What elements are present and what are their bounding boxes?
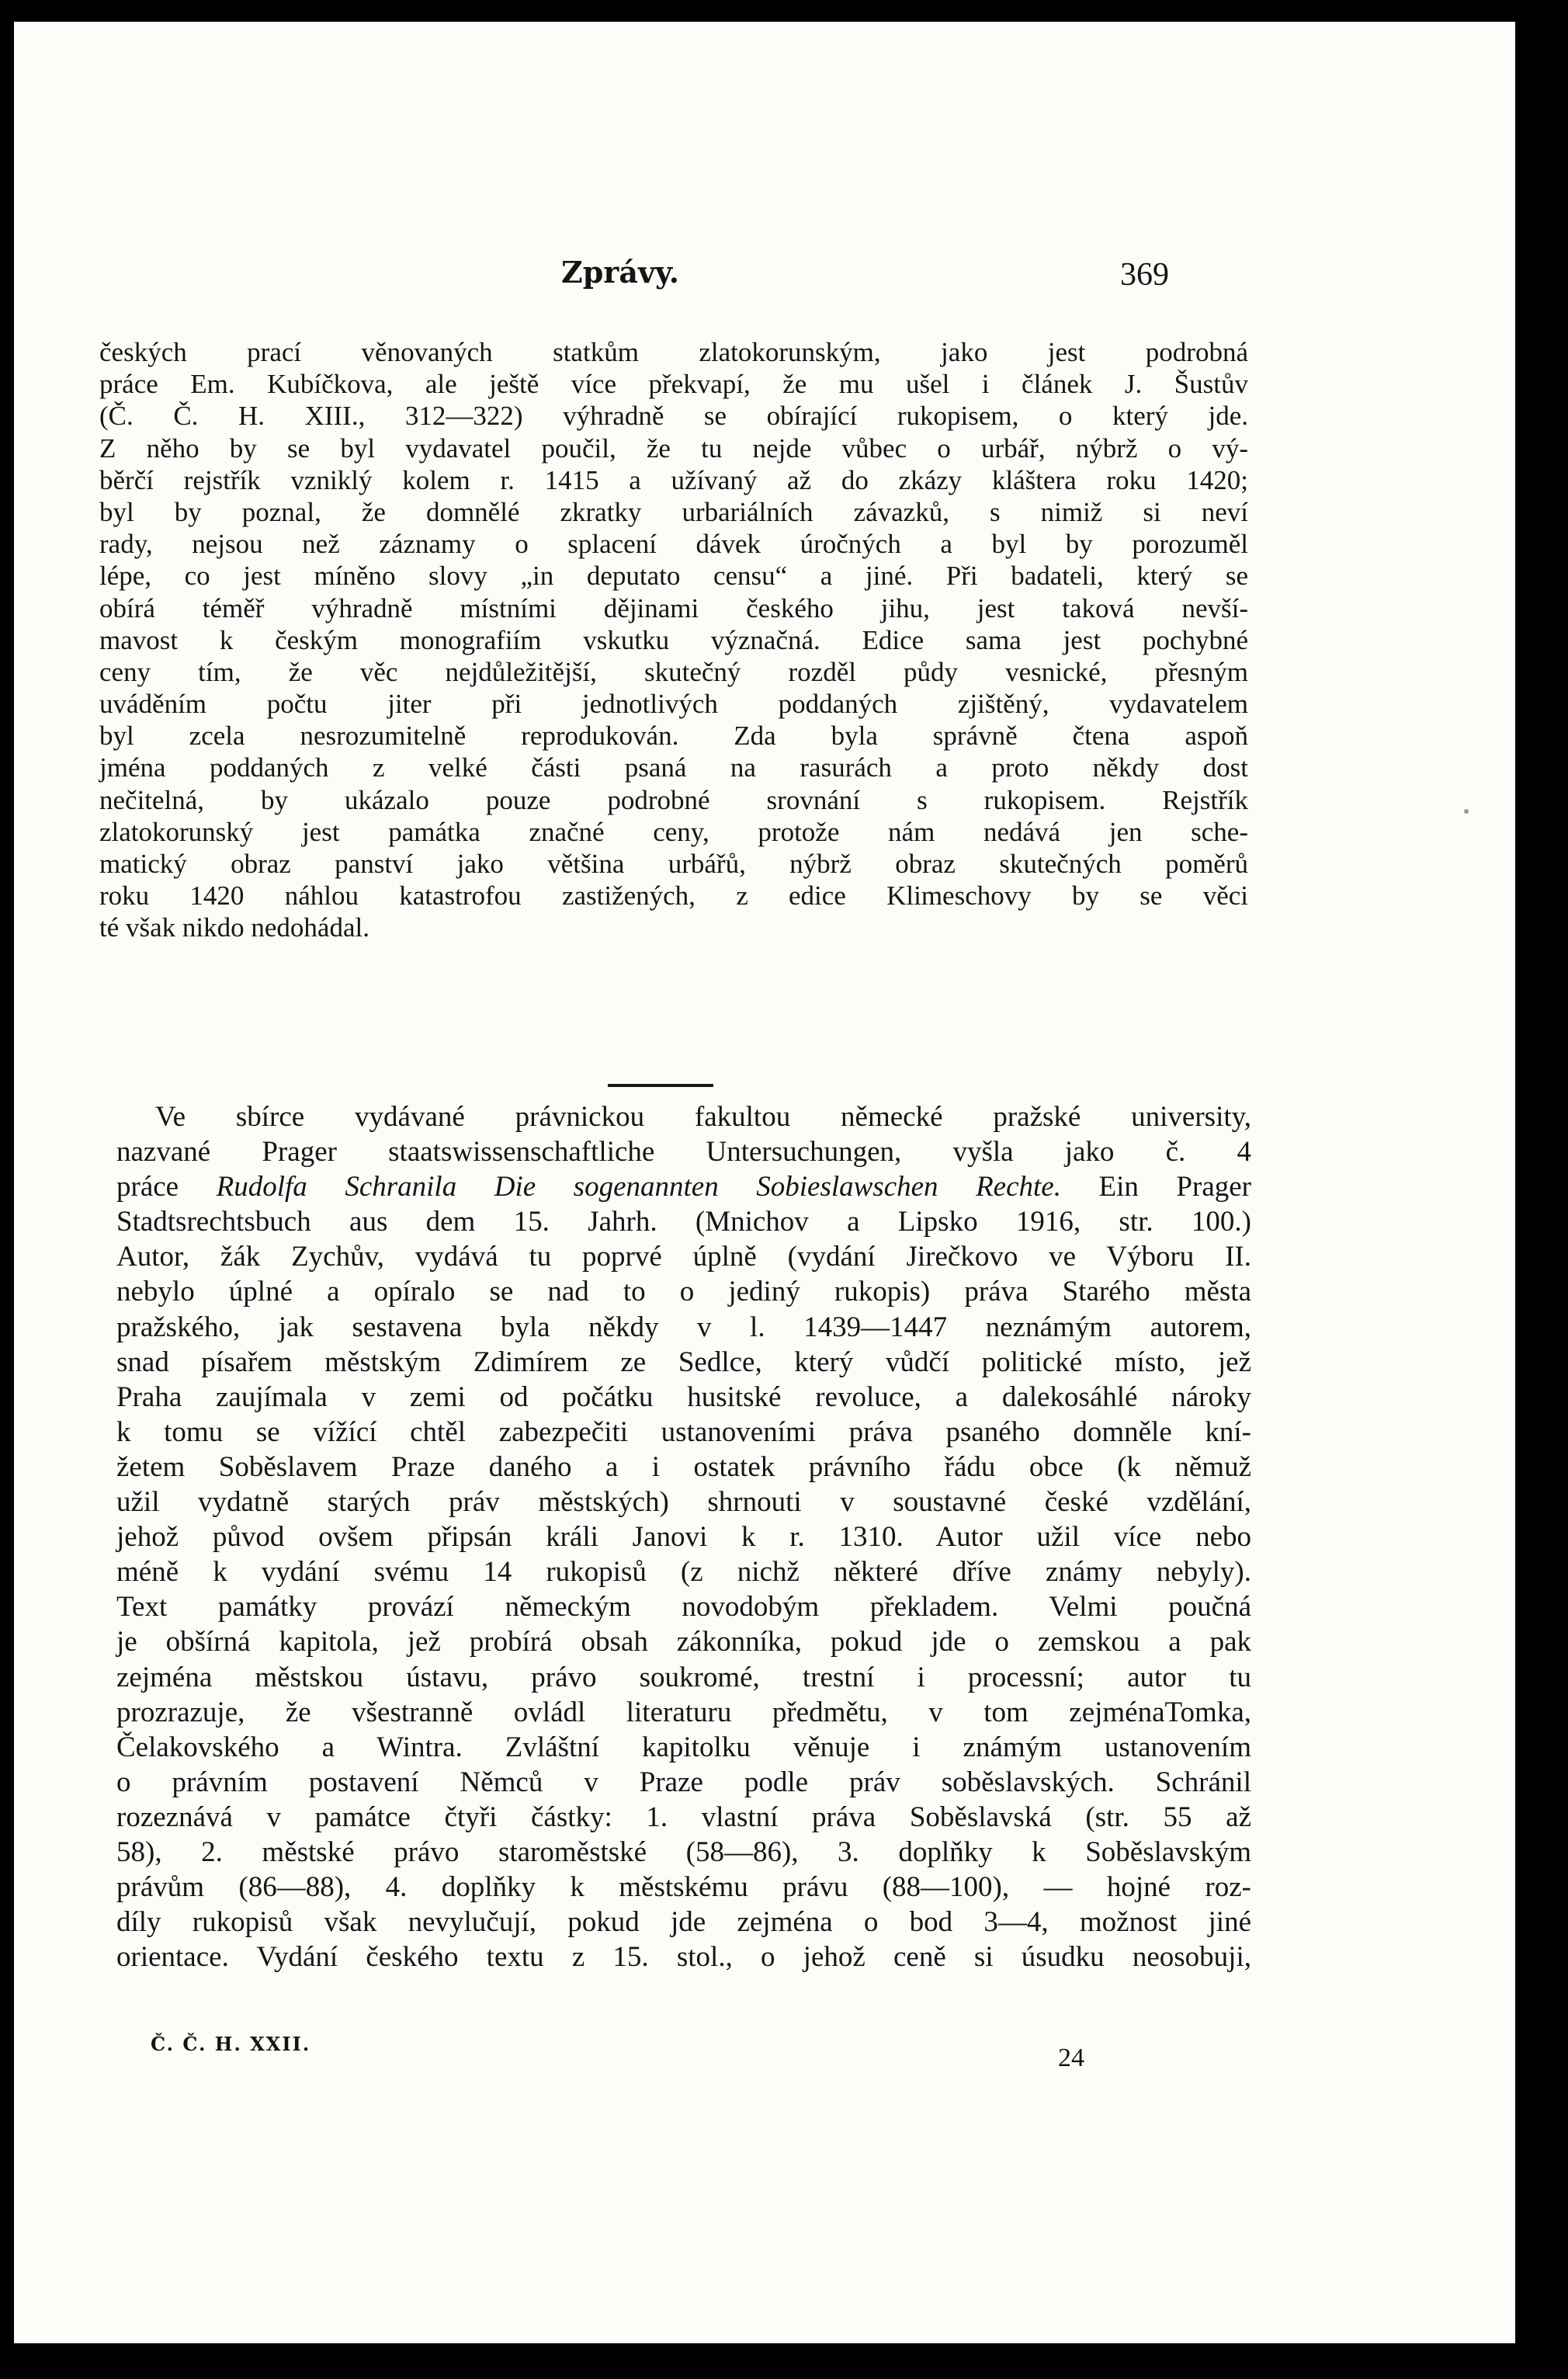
text-line: díly rukopisů však nevylučují, pokud jde zejména o bod 3—4, možnost jiné (116, 1906, 1251, 1939)
running-title: Zprávy. (561, 255, 679, 290)
text-line: o právním postavení Němců v Praze podle práv soběslavských. Schránil (116, 1766, 1251, 1798)
text-line: matický obraz panství jako většina urbářů, nýbrž obraz skutečných poměrů (99, 849, 1248, 879)
text-line: Autor, žák Zychův, vydává tu poprvé úplně (vydání Jirečkovo ve Výboru II. (116, 1241, 1251, 1273)
text-line: rozeznává v památce čtyři částky: 1. vlastní práva Soběslavská (str. 55 až (116, 1801, 1251, 1833)
text-line: jména poddaných z velké části psaná na rasurách a proto někdy dost (99, 752, 1248, 783)
text-line: českých prací věnovaných statkům zlatokorunským, jako jest podrobná (99, 337, 1248, 367)
text-fragment: práce (116, 1171, 217, 1203)
text-line: Text památky provází německým novodobým překladem. Velmi poučná (116, 1591, 1251, 1624)
text-fragment: Ein Prager (1060, 1171, 1251, 1203)
text-line: nečitelná, by ukázalo pouze podrobné srovnání s rukopisem. Rejstřík (99, 784, 1248, 815)
text-line-with-title (116, 1169, 1251, 1204)
text-line: roku 1420 náhlou katastrofou zastižených, z edice Klimeschovy by se věci (99, 880, 1248, 912)
text-line: Praha zaujímala v zemi od počátku husitské revoluce, a dalekosáhlé nároky (116, 1381, 1251, 1413)
text-line: k tomu se vížící chtěl zabezpečiti ustanoveními práva psaného domněle kní- (116, 1415, 1251, 1448)
text-line: pražského, jak sestavena byla někdy v l. 1439—1447 neznámým autorem, (116, 1311, 1251, 1343)
print-speck (1464, 809, 1469, 814)
text-line: 58), 2. městské právo staroměstské (58—86), 3. doplňky k Soběslavským (116, 1835, 1251, 1868)
book-title: Rudolfa Schranila Die sogenannten Sobieslawschen Rechte. (216, 1171, 1061, 1203)
section-divider (608, 1084, 713, 1087)
text-line: prozrazuje, že všestranně ovládl literaturu předmětu, v tom zejménaTomka, (116, 1696, 1251, 1728)
text-line: zejména městskou ústavu, právo soukromé, trestní i processní; autor tu (116, 1661, 1251, 1693)
text-line: rady, nejsou než záznamy o splacení dávek úročných a byl by porozuměl (99, 529, 1248, 560)
text-line: práce Em. Kubíčkova, ale ještě více překvapí, že mu ušel i článek J. Šustův (99, 369, 1248, 400)
text-line: právům (86—88), 4. doplňky k městskému právu (88—100), — hojné roz- (116, 1871, 1251, 1904)
paragraph-review (116, 1099, 1251, 1974)
text-line: byl by poznal, že domnělé zkratky urbariálních závazků, s nimiž si neví (99, 496, 1248, 527)
text-line: je obšírná kapitola, jež probírá obsah zákonníka, pokud jde o zemskou a pak (116, 1626, 1251, 1658)
text-line: zlatokorunský jest památka značné ceny, protože nám nedává jen sche- (99, 816, 1248, 847)
text-line: obírá téměř výhradně místními dějinami českého jihu, jest taková nevší- (99, 592, 1248, 623)
text-line: užil vydatně starých práv městských) shrnouti v soustavné české vzdělání, (116, 1486, 1251, 1519)
page-header (14, 255, 1515, 301)
text-line: Stadtsrechtsbuch aus dem 15. Jahrh. (Mnichov a Lipsko 1916, str. 100.) (116, 1206, 1251, 1238)
text-line: nebylo úplné a opíralo se nad to o jediný rukopis) práva Starého města (116, 1276, 1251, 1308)
text-line: (Č. Č. H. XIII., 312—322) výhradně se obírající rukopisem, o který jde. (99, 401, 1248, 432)
text-line: snad písařem městským Zdimírem ze Sedlce, který vůdčí politické místo, jež (116, 1346, 1251, 1378)
footer-signature: Č. Č. H. XXII. (151, 2033, 311, 2055)
text-line: uváděním počtu jiter při jednotlivých poddaných zjištěný, vydavatelem (99, 689, 1248, 720)
text-line: té však nikdo nedohádal. (99, 912, 369, 943)
text-line: orientace. Vydání českého textu z 15. stol., o jehož ceně si úsudku neosobuji, (116, 1941, 1251, 1974)
book-page (14, 22, 1515, 2343)
text-line: ceny tím, že věc nejdůležitější, skutečný rozděl půdy vesnické, přesným (99, 656, 1248, 687)
text-line: Z něho by se byl vydavatel poučil, že tu nejde vůbec o urbář, nýbrž o vý- (99, 432, 1248, 464)
text-line: žetem Soběslavem Praze daného a i ostatek právního řádu obce (k němuž (116, 1450, 1251, 1483)
paragraph-continued (99, 336, 1248, 944)
text-line: jehož původ ovšem připsán králi Janovi k r. 1310. Autor užil více nebo (116, 1521, 1251, 1554)
text-line: mavost k českým monografiím vskutku význačná. Edice sama jest pochybné (99, 624, 1248, 655)
text-line: méně k vydání svému 14 rukopisů (z nichž některé dříve známy nebyly). (116, 1556, 1251, 1589)
text-line: Ve sbírce vydávané právnickou fakultou německé pražské university, (155, 1101, 1251, 1133)
page-number: 369 (1120, 257, 1169, 293)
text-line: byl zcela nesrozumitelně reprodukován. Zda byla správně čtena aspoň (99, 721, 1248, 752)
text-line: lépe, co jest míněno slovy „in deputato censu“ a jiné. Při badateli, který se (99, 561, 1248, 592)
footer-sheet-number: 24 (1058, 2044, 1084, 2072)
text-line: nazvané Prager staatswissenschaftliche Untersuchungen, vyšla jako č. 4 (116, 1136, 1251, 1169)
text-line: Čelakovského a Wintra. Zvláštní kapitolku věnuje i známým ustanovením (116, 1731, 1251, 1763)
text-line: běrčí rejstřík vzniklý kolem r. 1415 a užívaný až do zkázy kláštera roku 1420; (99, 464, 1248, 495)
